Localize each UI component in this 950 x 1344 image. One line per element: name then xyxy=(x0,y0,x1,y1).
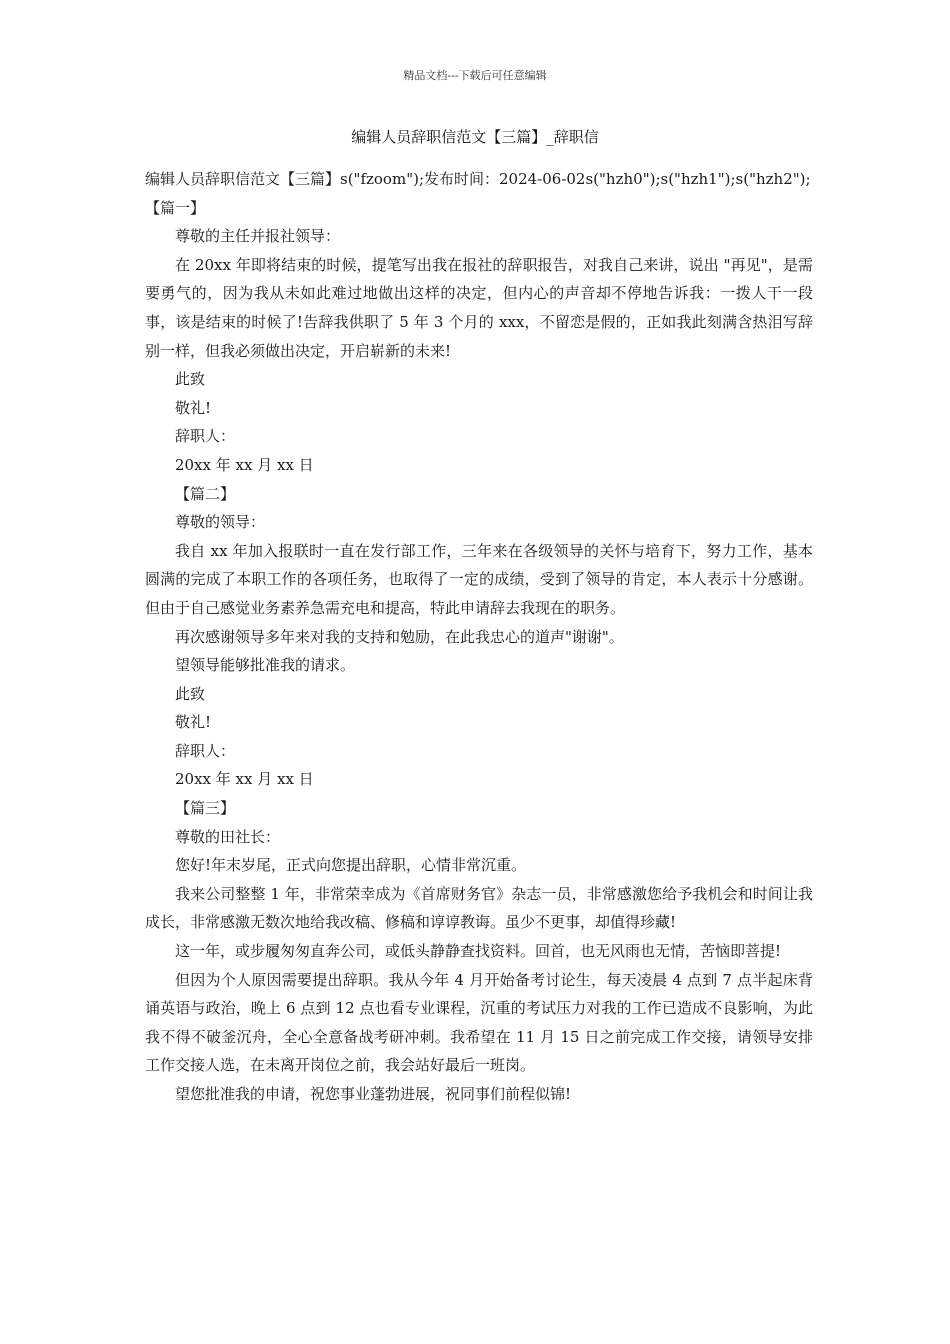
section2-salutation: 尊敬的领导： xyxy=(175,513,266,532)
section1-signer: 辞职人： xyxy=(175,427,236,446)
section1-paragraph: 在 20xx 年即将结束的时候，提笔写出我在报社的辞职报告，对我自己来讲，说出 "再见"，是需要勇气的，因为我从未如此难过地做出这样的决定，但内心的声音却不停地告诉我：一拨人干一段事，该是结束的时候了!告辞我供职了 5 年 3 个月的 xxx，不留恋是假的，正如我此刻满含热泪写辞别一样，但我必须做出决定，开启崭新的未来! xyxy=(145,255,813,360)
section3-paragraph: 但因为个人原因需要提出辞职。我从今年 4 月开始备考讨论生，每天凌晨 4 点到 7 点半起床背诵英语与政治，晚上 6 点到 12 点也看专业课程，沉重的考试压力对我的工作已造成不良影响，为此我不得不破釜沉舟，全心全意备战考研冲刺。我希望在 11 月 15 日之前完成工作交接，请领导安排工作交接人选，在未离开岗位之前，我会站好最后一班岗。 xyxy=(145,970,813,1075)
section3-heading: 【篇三】 xyxy=(175,799,236,818)
header-note: 精品文档---下载后可任意编辑 xyxy=(403,69,547,82)
section2-closing: 此致 xyxy=(175,684,206,703)
section1-heading: 【篇一】 xyxy=(145,198,206,217)
section1-closing: 此致 xyxy=(175,370,206,389)
section2-paragraph: 我自 xx 年加入报联时一直在发行部工作，三年来在各级领导的关怀与培育下，努力工作，基本圆满的完成了本职工作的各项任务，也取得了一定的成绩，受到了领导的肯定，本人表示十分感谢。但由于自己感觉业务素养急需充电和提高，特此申请辞去我现在的职务。 xyxy=(145,541,813,617)
section1-salutation: 尊敬的主任并报社领导： xyxy=(175,227,341,246)
section3-paragraph: 望您批准我的申请，祝您事业蓬勃进展，祝同事们前程似锦! xyxy=(175,1085,572,1103)
document-title: 编辑人员辞职信范文【三篇】_辞职信 xyxy=(351,128,599,146)
section3-paragraph: 这一年，或步履匆匆直奔公司，或低头静静查找资料。回首，也无风雨也无情，苦恼即菩提! xyxy=(175,942,782,961)
section3-paragraph: 我来公司整整 1 年，非常荣幸成为《首席财务官》杂志一员，非常感激您给予我机会和时间让我成长，非常感激无数次地给我改稿、修稿和谆谆教诲。虽少不更事，却值得珍藏! xyxy=(145,884,813,932)
section1-closing-salute: 敬礼! xyxy=(175,398,212,417)
section3-paragraph: 您好!年末岁尾，正式向您提出辞职，心情非常沉重。 xyxy=(175,856,527,875)
document-body xyxy=(145,165,813,1109)
section2-closing-salute: 敬礼! xyxy=(175,713,212,732)
meta-line: 编辑人员辞职信范文【三篇】s("fzoom");发布时间：2024-06-02s("hzh0");s("hzh1");s("hzh2"); xyxy=(145,170,811,188)
section2-paragraph: 望领导能够批准我的请求。 xyxy=(175,656,356,675)
section2-heading: 【篇二】 xyxy=(175,484,236,503)
section2-paragraph: 再次感谢领导多年来对我的支持和勉励，在此我忠心的道声"谢谢"。 xyxy=(175,627,624,646)
section1-date: 20xx 年 xx 月 xx 日 xyxy=(175,455,314,474)
section2-date: 20xx 年 xx 月 xx 日 xyxy=(175,770,314,789)
section3-salutation: 尊敬的田社长： xyxy=(175,827,281,846)
section2-signer: 辞职人： xyxy=(175,741,236,760)
